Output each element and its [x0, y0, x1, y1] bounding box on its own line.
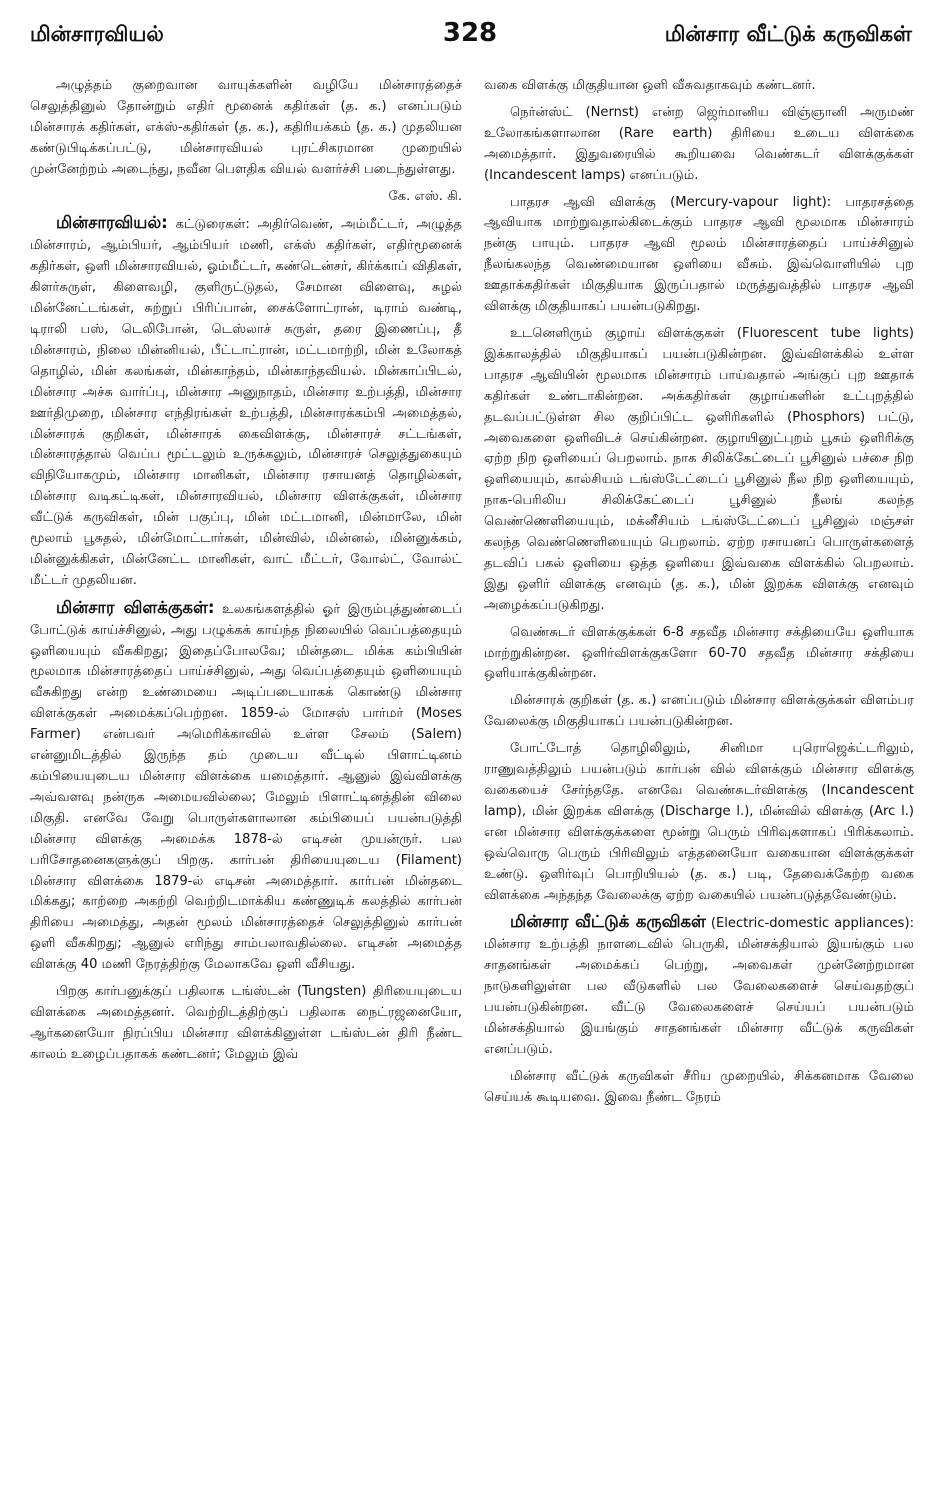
- paragraph-mercury-vapour: பாதரச ஆவி விளக்கு (Mercury-vapour light): பாதரசத்தை ஆவியாக மாற்றுவதால்கிடைக்கும் பாதரச ஆவி மூலமாக மின்சாரம் நன்கு பாயும். பாதரச ஆவி மூலம் மின்சாரத்தைப் பாய்ச்சினுல் நீலங்கலந்த வெண்மையான ஒளியை வீசும். இவ்வொளியில் புற ஊதாக்கதிர்கள் மிகுதியாக இருப்பதால் மருத்துவத்தில் பாதரச ஆவி விளக்கு மிகுதியாகப் பயன்படுகிறது.: [484, 194, 914, 315]
- running-head-left: மின்சாரவியல்: [30, 22, 164, 46]
- paragraph-signs: மின்சாரக் குறிகள் (த. க.) எனப்படும் மின்சார விளக்குக்கள் விளம்பர வேலைக்கு மிகுதியாகப் பயன்படுகின்றன.: [484, 693, 914, 730]
- paragraph-fluorescent: உடனெளிரும் குழாய் விளக்குகள் (Fluorescent tube lights) இக்காலத்தில் மிகுதியாகப் பயன்படுகின்றன. இவ்விளக்கில் உள்ள பாதரச ஆவியின் மூலமாக மின்சாரம் பாய்வதால் அங்குப் புற ஊதாக் கதிர்கள் உண்டாகின்றன. அக்கதிர்கள் குழாய்களின் உட்புறத்தில் தடவப்பட்டுள்ள சில குறிப்பிட்ட ஒளிரிகளில் (Phosphors) பட்டு, அவைகளை ஒளிவிடச் செய்கின்றன. குழாயினுட்புறம் பூசும் ஒளிரிக்கு ஏற்ற நிற ஒளியைப் பெறலாம். நாக சிலிக்கேட்டைப் பூசினுல் பச்சை நிற ஒளியையும், கால்சியம் டங்ஸ்டேட்டைப் பூசினுல் நீல நிற ஒளியையும், நாக-பெரிலிய சிலிக்கேட்டைப் பூசினுல் நீலங் கலந்த வெண்ணெளியையும், மக்னீசியம் டங்ஸ்டேட்டைப் பூசினுல் மஞ்சள் கலந்த வெண்ணெளியையும் பெறலாம். ஏற்ற ரசாயனப் பொருள்களைத் தடவிப் பகல் ஒளியை ஒத்த ஒளியை இவ்வகை விளக்கில் பெறலாம். இது ஒளிர் விளக்கு எனவும் (த. க.), மின் இறக்க விளக்கு எனவும் அழைக்கப்படுகிறது.: [484, 325, 914, 613]
- running-head-right: மின்சார வீட்டுக் கருவிகள்: [664, 22, 912, 46]
- paragraph-nernst: நெர்ன்ஸ்ட் (Nernst) என்ற ஜெர்மானிய விஞ்ஞானி அருமண் உலோகங்களாலான (Rare earth) திரியை உடைய விளக்கை அமைத்தார். இதுவரையில் கூறியவை வெண்சுடர் விளக்குக்கள் (Incandescent lamps) எனப்படும்.: [484, 104, 914, 183]
- domestic-appliances-text: (Electric-domestic appliances): மின்சார உற்பத்தி நாளடைவில் பெருகி, மின்சக்தியால் இயங்கும் பல சாதனங்கள் அமைக்கப் பெற்று, அவைகள் முன்னேற்றமான நாடுகளிலுள்ள பல வீடுகளில் பல வேலைகளைச் செய்வதற்குப் பயன்படுகின்றன. வீட்டு வேலைகளைச் செய்யப் பயன்படும் மின்சக்தியால் இயங்கும் சாதனங்கள் மின்சார வீட்டுக் கருவிகள் எனப்படும்.: [484, 916, 914, 1057]
- paragraph-tungsten: பிறகு கார்பனுக்குப் பதிலாக டங்ஸ்டன் (Tungsten) திரியையுடைய விளக்கை அமைத்தனர். வெற்றிடத்திற்குப் பதிலாக நைட்ரஜனையோ, ஆர்கனையோ நிரப்பிய மின்சார விளக்கினுள்ள டங்ஸ்டன் திரி நீண்ட காலம் உழைப்பதாகக் கண்டனர்; மேலும் இவ்: [30, 984, 462, 1062]
- left-column: [30, 76, 462, 1486]
- paragraph-efficiency: வெண்சுடர் விளக்குக்கள் 6-8 சதவீத மின்சார சக்தியையே ஒளியாக மாற்றுகின்றன. ஒளிர்விளக்குகளோ 60-70 சதவீத மின்சார சக்தியை ஒளியாக்குகின்றன.: [484, 624, 914, 682]
- page-header: [24, 8, 916, 52]
- section-heading-domestic-appliances: மின்சார வீட்டுக் கருவிகள்: [510, 912, 706, 932]
- page-number: 328: [442, 18, 498, 48]
- paragraph-electric-lamps: [30, 598, 462, 976]
- right-column: [484, 76, 914, 1486]
- paragraph-appliances-efficiency: மின்சார வீட்டுக் கருவிகள் சீரிய முறையில், சிக்கனமாக வேலை செய்யக் கூடியவை. இவை நீண்ட நேரம்: [484, 1068, 914, 1105]
- related-articles-list: கட்டுரைகள்: அதிர்வெண், அம்மீட்டர், அழுத்த மின்சாரம், ஆம்பியர், ஆம்பியர் மணி, எக்ஸ் கதிர்கள், எதிர்மூனைக் கதிர்கள், ஒளி மின்சாரவியல், ஓம்மீட்டர், கண்டென்சர், கிர்க்காப் விதிகள், கிளர்சுருள், கிளைவழி, குளிருட்டுதல், சேமான விளைவு, சுழல் மின்னேட்டங்கள், சுற்றுப் பிரிப்பான், சைக்ளோட்ரான், டிராம் வண்டி, டிராலி பஸ், டெலிபோன், டெஸ்லாச் சுருள், தரை இணைப்பு, தீ மின்சாரம், நிலை மின்னியல், பீட்டாட்ரான், மட்டமாற்றி, மின் உலோகத் தொழில், மின் கலங்கள், மின்காந்தம், மின்காந்தவியல். மின்காப்பிடல், மின்சார அச்சு வார்ப்பு, மின்சார அனுநாதம், மின்சார உற்பத்தி, மின்சார ஊர்திமுறை, மின்சார எந்திரங்கள் உற்பத்தி, மின்சாரக்கம்பி அமைத்தல், மின்சாரக் குறிகள், மின்சாரக் கைவிளக்கு, மின்சாரச் சட்டங்கள், மின்சாரத்தால் வெப்ப மூட்டலும் உருக்கலும், மின்சாரச் செலுத்துகையும் விநியோகமும், மின்சார மானிகள், மின்சார ரசாயனத் தொழில்கள், மின்சார வடிகட்டிகள், மின்சாரவியல், மின்சார விளக்குகள், மின்சார வீட்டுக் கருவிகள், மின் பகுப்பு, மின் மட்டமானி, மின்மாலே, மின் மூலாம் பூசுதல், மின்மோட்டார்கள், மின்வில், மின்னல், மின்னுக்கம், மின்னுக்கிகள், மின்னேட்ட மானிகள், வாட் மீட்டர், வோல்ட், வோல்ட் மீட்டர் முதலியன.: [30, 217, 462, 588]
- paragraph-related-articles: [30, 213, 462, 591]
- paragraph-continued: வகை விளக்கு மிகுதியான ஒளி வீசுவதாகவும் கண்டனர்.: [484, 78, 816, 93]
- author-signature-line: [30, 187, 462, 208]
- paragraph-lamp-types: போட்டோத் தொழிலிலும், சினிமா புரொஜெக்ட்டரிலும், ராணுவத்திலும் பயன்படும் கார்பன் வில் விளக்கும் மின்சார விளக்கு வகையைச் சேர்ந்ததே. எனவே வெண்சுடர்விளக்கு (Incandescent lamp), மின் இறக்க விளக்கு (Discharge l.), மின்வில் விளக்கு (Arc l.) என மின்சார விளக்குக்களை மூன்று பெரும் பிரிவுகளாகப் பிரிக்கலாம். ஒவ்வொரு பெரும் பிரிவிலும் எத்தனையோ வகையான விளக்குக்கள் உண்டு. ஒளிர்வுப் பொறியியல் (த. க.) படி, தேவைக்கேற்ற வகை விளக்கை அந்தந்த வேலைக்கு ஏற்ற வகையில் பயன்படுத்தவேண்டும்.: [484, 741, 914, 903]
- author-initials: கே. எஸ். கி.: [388, 188, 462, 204]
- section-heading-electric-lamps: மின்சார விளக்குகள்:: [56, 597, 215, 617]
- electric-lamps-text: உலகங்களத்தில் ஓர் இரும்புத்துண்டைப் போட்டுக் காய்ச்சினுல், அது பழுக்கக் காய்ந்த நிலையில் வெப்பத்தையும் ஒளியையும் வீசுகிறது; இதைப்போலவே; மின்தடை மிக்க கம்பியின் மூலமாக மின்சாரத்தைப் பாய்ச்சினுல், அது வெப்பத்தையும் ஒளியையும் வீசுகிறது என்ற உண்மையை அடிப்படையாகக் கொண்டு மின்சார விளக்குகள் அமைக்கப்பெற்றன. 1859-ல் மோசஸ் பார்மர் (Moses Farmer) என்பவர் அமெரிக்காவில் உள்ள சேலம் (Salem) என்னுமிடத்தில் இருந்த தம் முடைய வீட்டில் பிளாட்டினம் கம்பியையுடைய மின்சார விளக்கை யமைத்தார். ஆனுல் இவ்விளக்கு அவ்வளவு நன்ருக அமையவில்லை; மேலும் பிளாட்டினத்தின் விலை மிகுதி. எனவே வேறு பொருள்களாலான கம்பியைப் பயன்படுத்தி மின்சார விளக்கு அமைக்க 1878-ல் எடிசன் முயன்ருர். பல பரிசோதனைகளுக்குப் பிறகு. கார்பன் திரியையுடைய (Filament) மின்சார விளக்கை 1879-ல் எடிசன் அமைத்தார். கார்பன் மின்தடை மிக்கது; காற்றை அகற்றி வெற்றிடமாக்கிய கண்ணுடிக் கலத்தில் கார்பன் திரியை அமைத்து, அதன் மூலம் மின்சாரத்தைச் செலுத்தினுல் கார்பன் ஒளி வீசுகிறது; ஆனுல் எரிந்து சாம்பலாவதில்லை. எடிசன் அமைத்த விளக்கு 40 மணி நேரத்திற்கு மேலாகவே ஒளி வீசியது.: [30, 601, 462, 973]
- paragraph-cathode-rays: அழுத்தம் குறைவான வாயுக்களின் வழியே மின்சாரத்தைச் செலுத்தினுல் தோன்றும் எதிர் மூனைக் கதிர்கள் (த. க.) எனப்படும் மின்சாரக் கதிர்கள், எக்ஸ்-கதிர்கள் (த. க.), கதிரியக்கம் (த. க.) முதலியன கண்டுபிடிக்கப்பட்டு, மின்சாரவியல் புரட்சிகரமான முறையில் முன்னேற்றம் அடைந்து, நவீன பௌதிக வியல் வளர்ச்சி படைந்துள்ளது.: [30, 78, 462, 177]
- section-heading-electricity: மின்சாரவியல்:: [56, 213, 168, 233]
- paragraph-domestic-appliances: [484, 912, 914, 1060]
